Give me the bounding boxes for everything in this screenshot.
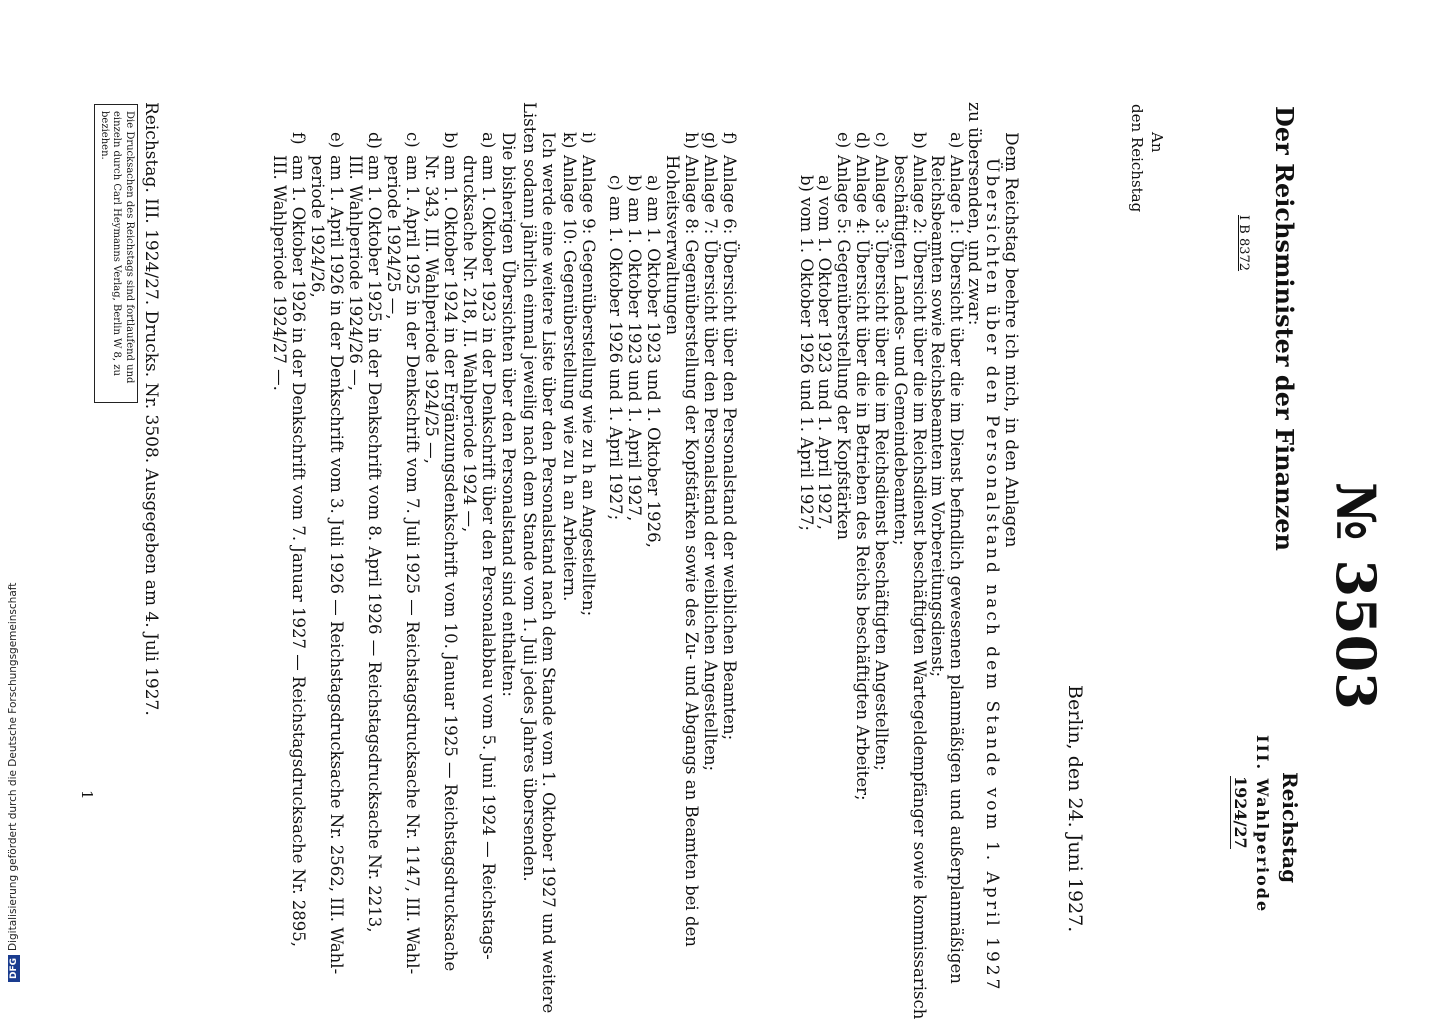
subject-line: Übersichten über den Personalstand nach dem Stande vom 1. April 1927: [982, 158, 1002, 993]
item-label: d): [365, 132, 384, 149]
item-text: am 1. Oktober 1923 in der Denkschrift über den Personalabbau vom 5. Juni 1924 — Reichstags-: [479, 155, 498, 960]
item-label: i): [579, 132, 598, 144]
period-label: III. Wahlperiode: [1253, 735, 1272, 914]
credit-text: Digitalisierung gefördert durch die Deutsche Forschungsgemeinschaft: [7, 582, 19, 951]
sub-item: a) vom 1. Oktober 1923 und 1. April 1927,: [815, 175, 834, 530]
item-text: am 1. April 1926 in der Denkschrift vom 3. Juli 1926 — Reichstagsdrucksache Nr. 2562, III. Wahl-: [327, 155, 346, 975]
item-label: a): [479, 132, 498, 149]
item-text: periode 1924/26,: [308, 155, 327, 298]
period-years: 1924/27: [1231, 776, 1250, 849]
item-text: am 1. Oktober 1926 in der Denkschrift vom 7. Januar 1927 — Reichstagsdrucksache Nr. 2895,: [289, 155, 308, 948]
item-text: III. Wahlperiode 1924/26 —,: [346, 155, 365, 391]
sub-item: b) am 1. Oktober 1923 und 1. April 1927,: [625, 175, 644, 522]
item-text: Anlage 10: Gegenüberstellung wie zu h an Arbeitern.: [560, 155, 579, 602]
reichstag-label: Reichstag: [1278, 772, 1302, 884]
item-text: Anlage 5: Gegenüberstellung der Kopfstärken: [834, 155, 853, 540]
place-date: Berlin, den 24. Juni 1927.: [1064, 685, 1086, 933]
sub-item: a) am 1. Oktober 1923 und 1. Oktober 1926,: [644, 175, 663, 548]
sub-item: c) am 1. Oktober 1926 und 1. April 1927;: [606, 175, 625, 521]
item-text: Anlage 7: Übersicht über den Personalstand der weiblichen Angestellten;: [701, 155, 720, 772]
item-text: drucksache Nr. 218, II. Wahlperiode 1924 —,: [460, 155, 479, 533]
item-text: Anlage 3: Übersicht über die im Reichsdienst beschäftigten Angestellten;: [872, 155, 891, 771]
item-text: Reichsbeamten sowie Reichsbeamten im Vorbereitungsdienst;: [928, 155, 947, 678]
ministry-title: Der Reichsminister der Finanzen: [1270, 106, 1299, 551]
item-text: Nr. 343, III. Wahlperiode 1924/25 —,: [422, 155, 441, 464]
item-label: g): [701, 132, 720, 149]
item-text: Hoheitsverwaltungen: [663, 155, 682, 336]
page-number: 1: [78, 790, 96, 800]
item-text: Anlage 8: Gegenüberstellung der Kopfstärken sowie des Zu- und Abgangs an Beamten bei den: [682, 155, 701, 947]
item-text: Anlage 6: Übersicht über den Personalstand der weiblichen Beamten;: [720, 155, 739, 741]
further-text: Listen sodann jährlich einmal jeweilig nach dem Stande vom 1. Juli jedes Jahres übersenden.: [520, 102, 539, 882]
item-text: beschäftigten Landes- und Gemeindebeamten;: [891, 155, 910, 546]
item-text: periode 1924/25 —,: [384, 155, 403, 320]
item-text: Anlage 4: Übersicht über die in Betrieben des Reichs beschäftigten Arbeiter;: [853, 155, 872, 801]
item-text: am 1. April 1925 in der Denkschrift vom 7. Juli 1925 — Reichstagsdrucksache Nr. 1147, III. Wahl-: [403, 155, 422, 975]
item-label: b): [910, 132, 929, 149]
digitization-credit: [2, 0, 24, 1000]
item-text: Anlage 9: Gegenüberstellung wie zu h an Angestellten;: [579, 155, 598, 617]
item-label: e): [834, 132, 853, 149]
item-label: a): [947, 132, 966, 149]
item-text: III. Wahlperiode 1924/27 —.: [270, 155, 289, 391]
item-label: d): [853, 132, 872, 149]
item-label: c): [872, 132, 891, 148]
address-recipient: den Reichstag: [1128, 104, 1146, 213]
item-text: Anlage 1: Übersicht über die im Dienst befindlich gewesenen planmäßigen und außerplanmäßigen: [947, 155, 966, 984]
transmit-text: zu übersenden, und zwar:: [964, 102, 984, 326]
item-label: e): [327, 132, 346, 149]
item-text: Anlage 2: Übersicht über die im Reichsdienst beschäftigten Wartegeldempfänger sowie kommissarisch: [910, 155, 929, 1019]
imprint-line: Reichstag. III. 1924/27. Drucks. Nr. 3508. Ausgegeben am 4. Juli 1927.: [141, 102, 161, 716]
file-reference: I B 8372: [1236, 215, 1251, 272]
item-text: am 1. Oktober 1924 in der Ergänzungsdenkschrift vom 10. Januar 1925 — Reichstagsdrucksache: [441, 155, 460, 972]
document-number: № 3503: [1324, 482, 1388, 710]
address-an: An: [1148, 132, 1166, 153]
dfg-logo: DFG: [8, 955, 20, 982]
item-label: b): [441, 132, 460, 149]
intro-text: Dem Reichstag beehre ich mich, in den Anlagen: [1001, 132, 1021, 548]
previous-intro: Die bisherigen Übersichten über den Personalstand sind enthalten:: [499, 132, 518, 697]
item-label: f): [720, 132, 739, 145]
item-label: c): [403, 132, 422, 148]
item-label: k): [560, 132, 579, 149]
item-label: f): [289, 132, 308, 145]
item-label: h): [682, 132, 701, 150]
digitization-sidebar: [0, 0, 22, 1000]
sub-item: b) vom 1. Oktober 1926 und 1. April 1927;: [797, 175, 816, 531]
item-text: am 1. Oktober 1925 in der Denkschrift vom 8. April 1926 — Reichstagsdrucksache Nr. 2213,: [365, 155, 384, 933]
publisher-notice: Die Drucksachen des Reichstags sind fortlaufend und einzeln durch Carl Heymanns Verlag, Berlin W 8, zu beziehen.: [95, 104, 139, 403]
further-text: Ich werde eine weitere Liste über den Personalstand nach dem Stande vom 1. Oktober 1927 und weitere: [539, 132, 558, 1014]
